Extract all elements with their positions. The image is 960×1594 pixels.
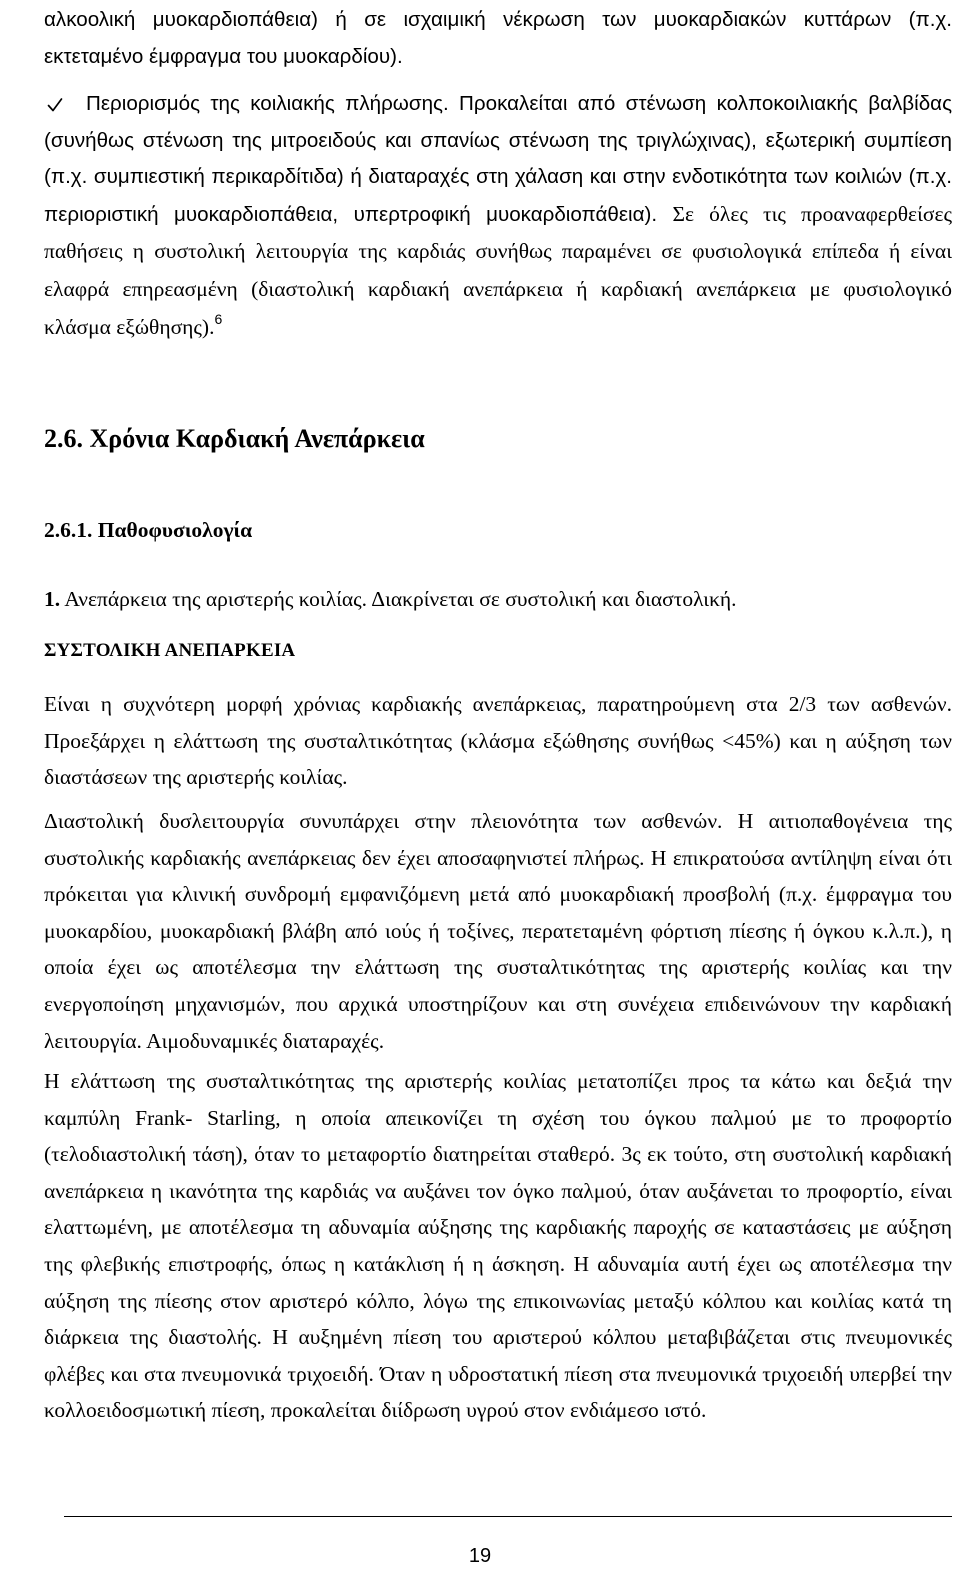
footnote-reference: 6 xyxy=(214,310,223,327)
checklist-text xyxy=(44,86,952,346)
subsection-heading: 2.6.1. Παθοφυσιολογία xyxy=(44,518,253,542)
checklist-item xyxy=(44,86,952,346)
checklist-text-part1: Περιορισμός της κοιλιακής πλήρωσης. Προκαλείται από στένωση κολποκοιλιακής βαλβίδας (συνήθως στένωση της μιτροειδούς και σπανίως στένωση της τριγλώχινας), εξωτερική συμπίεση (π.χ. συμπιεστική περικαρδίτιδα) ή διαταραχές στη χάλαση και στην ενδοτικότητα των κοιλιών (π.χ. περιοριστική μυοκαρδιοπάθεια, υπερτροφική μυοκαρδιοπάθεια). xyxy=(44,92,952,226)
item-number: 1. xyxy=(44,587,61,611)
paragraph-3: Η ελάττωση της συσταλτικότητας της αριστερής κοιλίας μετατοπίζει προς τα κάτω και δεξιά την καμπύλη Frank- Starling, η οποία απεικονίζει τη σχέση του όγκου παλμού με το προφορτίο (τελοδιαστολική τάση), όταν το μεταφορτίο διατηρείται σταθερό. 3ς εκ τούτο, στη συστολική καρδιακή ανεπάρκεια η ικανότητα της καρδιάς να αυξάνει τον όγκο παλμού, όταν αυξάνεται το προφορτίο, είναι ελαττωμένη, με αποτέλεσμα τη αδυναμία αύξησης της καρδιακής παροχής σε καταστάσεις με αύξηση της φλεβικής επιστροφής, όπως η κατάκλιση ή η άσκηση. Η αδυναμία αυτή έχει ως αποτέλεσμα την αύξηση της πίεσης στον αριστερό κόλπο, λόγω της επικοινωνίας μεταξύ κόλπου και κοιλίας κατά τη διάρκεια της διαστολής. Η αυξημένη πίεση του αριστερού κόλπου μεταβιβάζεται στις πνευμονικές φλέβες και στα πνευμονικά τριχοειδή. Όταν η υδροστατική πίεση στα πνευμονικά τριχοειδή υπερβεί την κολλοειδοσμωτική πίεση, προκαλείται διίδρωση υγρού στον ενδιάμεσο ιστό. xyxy=(44,1069,952,1423)
check-icon xyxy=(47,97,63,113)
paragraph-2: Διαστολική δυσλειτουργία συνυπάρχει στην πλειονότητα των ασθενών. Η αιτιοπαθογένεια της συστολικής καρδιακής ανεπάρκειας δεν έχει αποσαφηνιστεί πλήρως. Η επικρατούσα αντίληψη είναι ότι πρόκειται για κλινική συνδρομή εμφανιζόμενη μετά από μυοκαρδιακή προσβολή (π.χ. έμφραγμα του μυοκαρδίου, μυοκαρδιακή βλάβη από ιούς ή τοξίνες, περατεταμένη φόρτιση πίεσης ή όγκου κ.λ.π.), η οποία έχει ως αποτέλεσμα την ελάττωση της συσταλτικότητας της αριστερής κοιλίας και την ενεργοποίηση μηχανισμών, που αρχικά υποστηρίζουν και στη συνέχεια επιδεινώνουν την καρδιακή λειτουργία. Αιμοδυναμικές διαταραχές. xyxy=(44,809,952,1053)
checklist-text-part2: Σε όλες τις προαναφερθείσες παθήσεις η συστολική λειτουργία της καρδιάς συνήθως παραμένει σε φυσιολογικά επίπεδα ή είναι ελαφρά επηρεασμένη (διαστολική καρδιακή ανεπάρκεια ή καρδιακή ανεπάρκεια με φυσιολογικό κλάσμα εξώθησης). xyxy=(44,201,952,339)
footer-rule xyxy=(64,1516,952,1517)
top-paragraph: αλκοολική μυοκαρδιοπάθεια) ή σε ισχαιμική νέκρωση των μυοκαρδιακών κυττάρων (π.χ. εκτεταμένο έμφραγμα του μυοκαρδίου). xyxy=(44,8,952,68)
item-text-bold-part: Διακρίνεται σε συστολική και διαστολική. xyxy=(371,587,737,611)
caps-heading: ΣΥΣΤΟΛΙΚΗ ΑΝΕΠΑΡΚΕΙΑ xyxy=(44,640,296,661)
paragraph-1: Είναι η συχνότερη μορφή χρόνιας καρδιακής ανεπάρκειας, παρατηρούμενη στα 2/3 των ασθενών. Προεξάρχει η ελάττωση της συσταλτικότητας (κλάσμα εξώθησης συνήθως <45%) και η αύξηση των διαστάσεων της αριστερής κοιλίας. xyxy=(44,692,952,790)
section-heading: 2.6. Χρόνια Καρδιακή Ανεπάρκεια xyxy=(44,424,425,453)
page-number: 19 xyxy=(468,1545,492,1567)
numbered-item xyxy=(44,581,952,618)
item-text: Ανεπάρκεια της αριστερής κοιλίας. xyxy=(60,587,372,611)
